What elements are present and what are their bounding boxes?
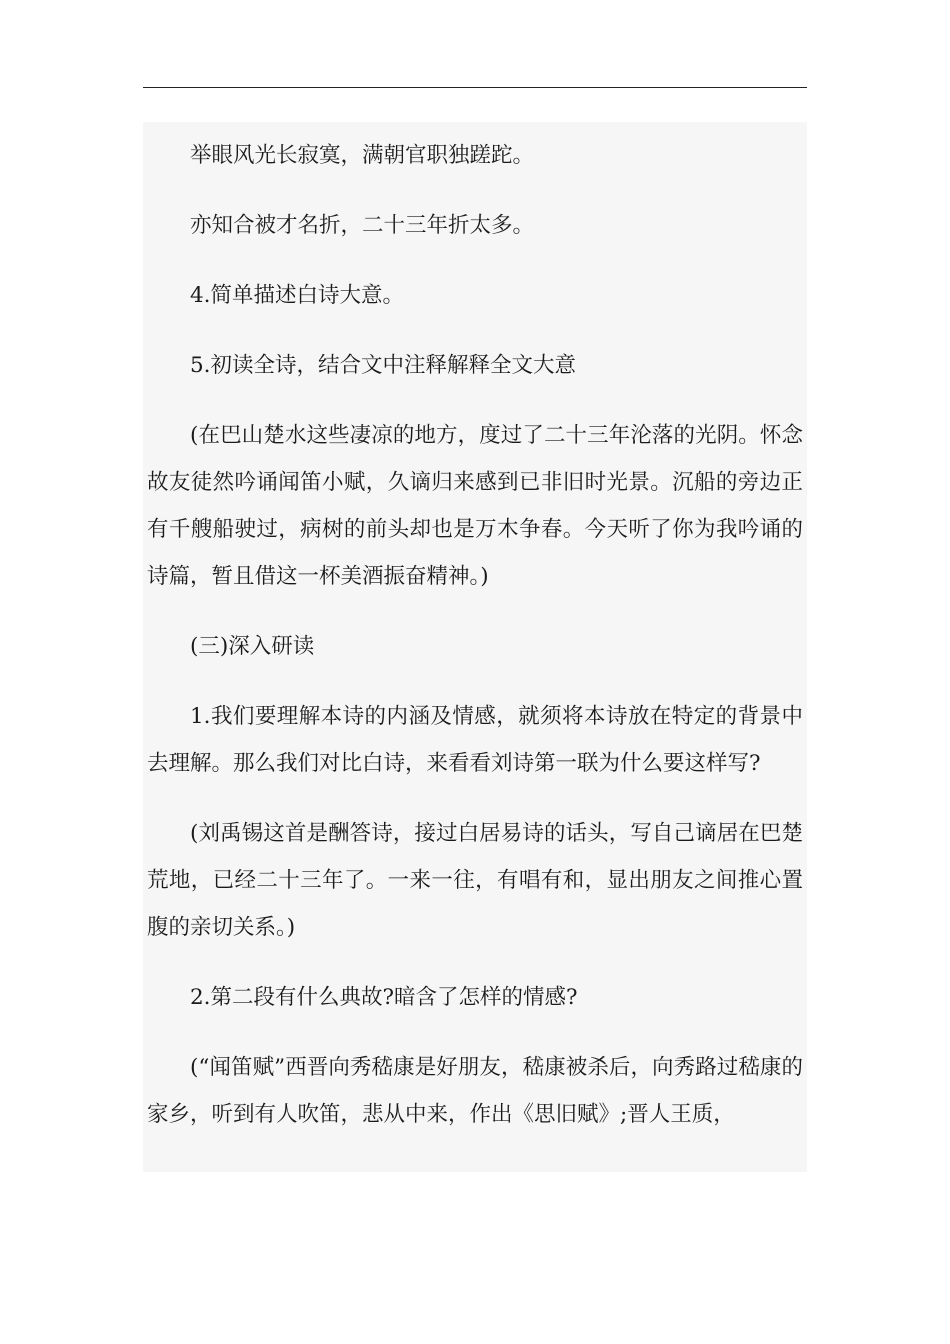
- section-heading: (三)深入研读: [190, 634, 315, 659]
- study-answer-2: (“闻笛赋”西晋向秀嵇康是好朋友，嵇康被杀后，向秀路过嵇康的家乡，听到有人吹笛，悲从中来，作出《思旧赋》;晋人王质，: [147, 1055, 803, 1127]
- study-question-1: 1.我们要理解本诗的内涵及情感，就须将本诗放在特定的背景中去理解。那么我们对比白诗，来看看刘诗第一联为什么要这样写?: [147, 704, 803, 776]
- poem-line-2: 亦知合被才名折，二十三年折太多。: [190, 213, 535, 238]
- poem-line-1: 举眼风光长寂寞，满朝官职独蹉跎。: [190, 143, 535, 168]
- question-5: 5.初读全诗，结合文中注释解释全文大意: [190, 353, 577, 378]
- header-rule: [143, 87, 807, 88]
- document-body: [143, 122, 807, 1172]
- study-question-2: 2.第二段有什么典故?暗含了怎样的情感?: [190, 985, 578, 1010]
- study-answer-1: (刘禹锡这首是酬答诗，接过白居易诗的话头，写自己谪居在巴楚荒地，已经二十三年了。一来一往，有唱有和，显出朋友之间推心置腹的亲切关系。): [147, 821, 803, 940]
- question-4: 4.简单描述白诗大意。: [190, 283, 405, 308]
- answer-5: (在巴山楚水这些凄凉的地方，度过了二十三年沦落的光阴。怀念故友徒然吟诵闻笛小赋，久谪归来感到已非旧时光景。沉船的旁边正有千艘船驶过，病树的前头却也是万木争春。今天听了你为我吟诵的诗篇，暂且借这一杯美酒振奋精神。): [147, 423, 803, 589]
